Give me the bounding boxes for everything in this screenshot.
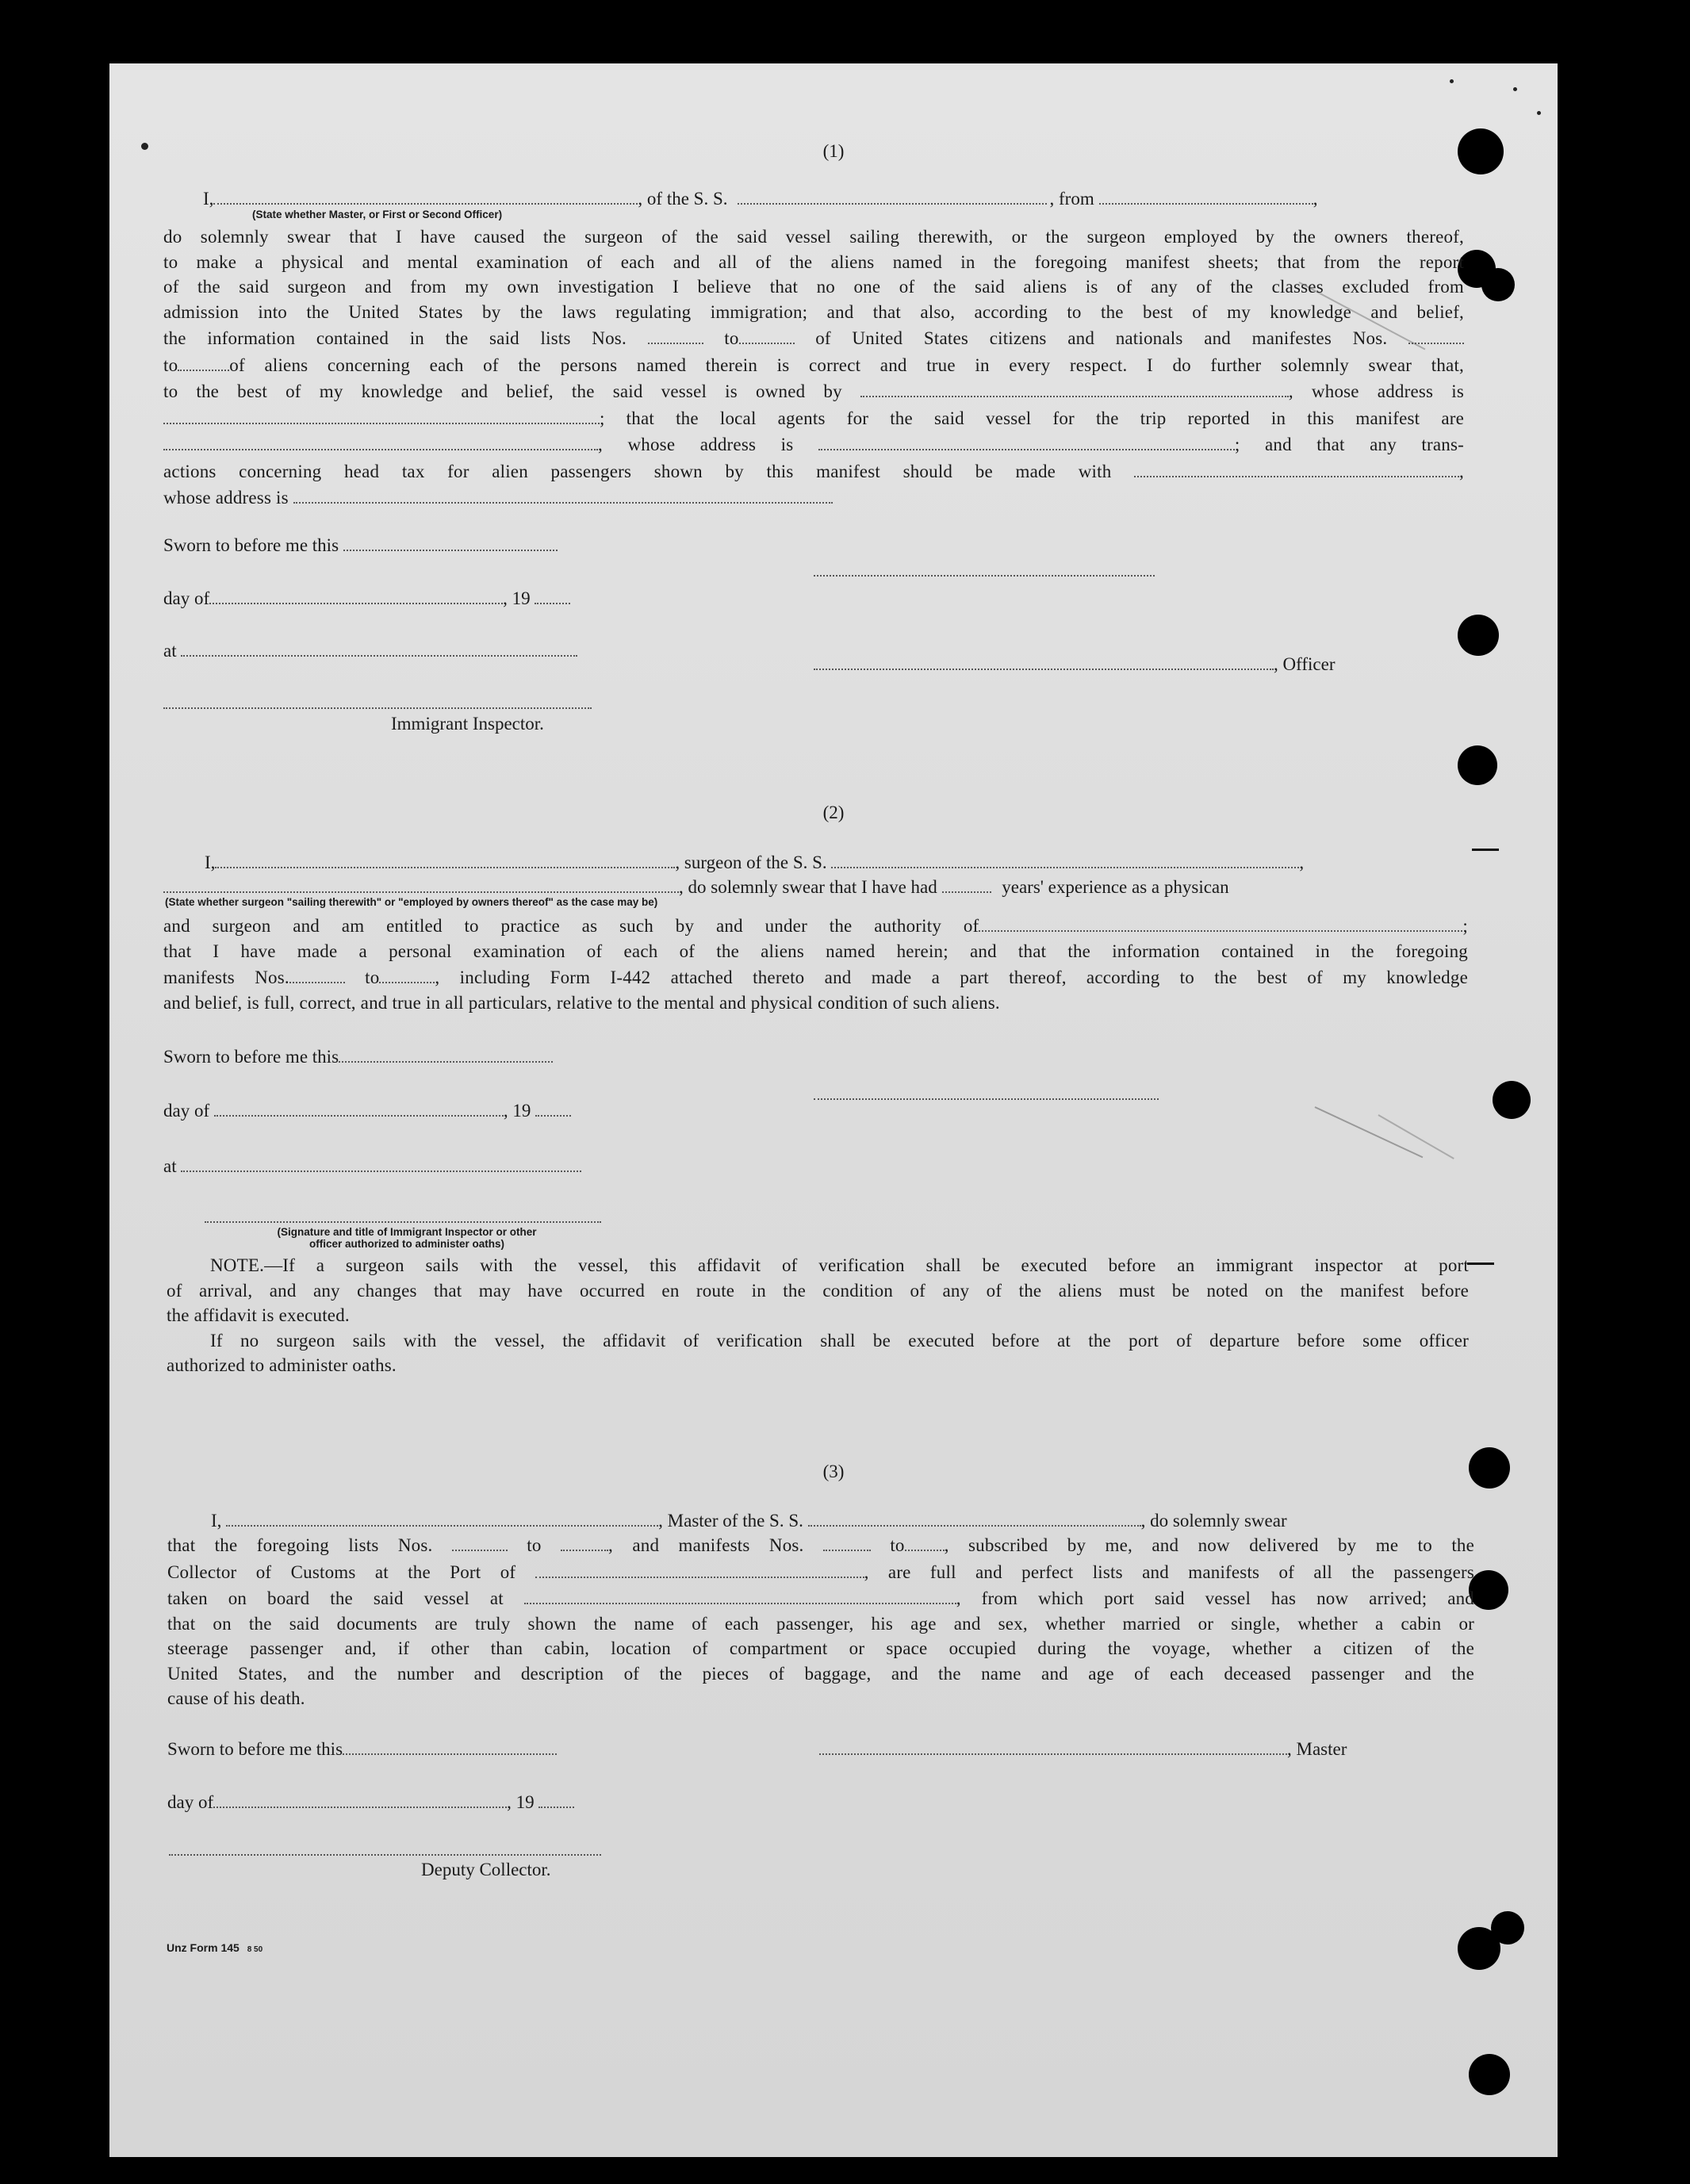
s3-port-blank[interactable] (535, 1558, 864, 1578)
note-line: the affidavit is executed. (167, 1305, 350, 1325)
s1-officer-signature-blank[interactable] (814, 650, 1274, 670)
s2-authority-blank[interactable] (979, 912, 1462, 932)
s2-note (167, 1253, 1469, 1378)
section-1-number: (1) (822, 141, 845, 161)
s3-manifests-to-blank[interactable] (905, 1531, 945, 1551)
s1-headtax-address-blank[interactable] (293, 484, 833, 504)
punch-hole (1458, 745, 1497, 785)
s1-text-line-agents: ; that the local agents for the said vessel for the trip reported in this manifest are (163, 404, 1464, 431)
s2-manifest-to-blank[interactable] (379, 964, 435, 983)
s1-headtax-blank[interactable] (1134, 458, 1459, 477)
s2-status-blank[interactable] (163, 873, 679, 893)
s2-line1: I, , surgeon of the S. S. , (205, 849, 1304, 873)
s2-at-blank[interactable] (181, 1152, 581, 1172)
s1-ship-blank[interactable] (738, 185, 1047, 205)
s1-text-line: of the said surgeon and from my own investigation I believe that no one of the said aliens is of any of the classes excluded from (163, 277, 1464, 297)
s3-deputy-line[interactable] (169, 1854, 601, 1856)
s2-inspector-line[interactable] (205, 1221, 601, 1223)
s1-owner-address-blank[interactable] (163, 404, 600, 424)
s1-at: at (163, 637, 577, 661)
s1-manifests-blank[interactable] (1408, 324, 1464, 344)
note-line: authorized to administer oaths. (167, 1355, 397, 1375)
s3-body (167, 1531, 1474, 1711)
s1-text-line-owner: to the best of my knowledge and belief, the said vessel is owned by , whose address is (163, 377, 1464, 404)
s2-state-note: (State whether surgeon "sailing therewith" or "employed by owners thereof" as the case may be) (165, 896, 658, 908)
s1-text-line-aliens: to of aliens concerning each of the persons named therein is correct and true in every respect. I do further solemnly swear that, (163, 351, 1464, 378)
s1-officer-line: , Officer (814, 650, 1335, 675)
s2-body (163, 912, 1468, 1015)
speck (1537, 111, 1541, 115)
note-line: If no surgeon sails with the vessel, the affidavit of verification shall be executed before at the port of departure before some officer (210, 1330, 1469, 1351)
s2-text-line-authority: and surgeon and am entitled to practice as such by and under the authority of ; (163, 912, 1468, 939)
s1-owner-blank[interactable] (860, 377, 1289, 397)
s1-text-line: do solemnly swear that I have caused the surgeon of the said vessel sailing therewith, or the surgeon employed by the owners thereof, (163, 227, 1464, 247)
s3-year-blank[interactable] (538, 1788, 574, 1808)
s3-day-blank[interactable] (213, 1788, 507, 1808)
s3-text-line: steerage passenger and, if other than cabin, location of compartment or space occupied during the voyage, whether a citizen of the (167, 1638, 1474, 1658)
s1-sworn-blank[interactable] (343, 531, 558, 551)
s1-year-blank[interactable] (535, 584, 570, 604)
s1-i: I, (203, 189, 214, 209)
s3-board-blank[interactable] (524, 1584, 956, 1604)
margin-mark (1472, 849, 1499, 851)
s1-line1: I, , of the S. S. , from , (203, 185, 1317, 209)
s2-years-blank[interactable] (942, 873, 991, 893)
s3-manifests-from-blank[interactable] (823, 1531, 871, 1551)
s3-master-signature-blank[interactable] (819, 1735, 1287, 1755)
s1-agents-blank[interactable] (163, 431, 598, 450)
s1-state-note: (State whether Master, or First or Second Officer) (252, 209, 503, 220)
s3-line1: I, , Master of the S. S. , do solemnly swear (211, 1507, 1287, 1531)
s1-day-blank[interactable] (209, 584, 503, 604)
s2-ship-blank[interactable] (831, 849, 1299, 868)
s1-text-line-headtax: actions concerning head tax for alien passengers shown by this manifest should be made with , (163, 458, 1464, 485)
punch-hole (1458, 615, 1499, 656)
margin-mark (1467, 1263, 1494, 1265)
speck (1513, 87, 1517, 91)
s3-sworn-blank[interactable] (343, 1735, 557, 1755)
s3-text-line: United States, and the number and description of the pieces of baggage, and the name and age of each deceased passenger and the (167, 1663, 1474, 1684)
manifest-affidavit-page (109, 63, 1558, 2157)
s1-sworn: Sworn to before me this (163, 531, 558, 556)
s1-at-blank[interactable] (181, 637, 577, 657)
s3-master-name-blank[interactable] (226, 1507, 658, 1527)
s1-officer-blank[interactable] (213, 185, 638, 205)
s1-text-line-address: whose address is (163, 484, 1464, 511)
s1-agent-address-blank[interactable] (818, 431, 1235, 450)
s2-text-line: that I have made a personal examination of each of the aliens named herein; and that the information contained in the foregoing (163, 941, 1468, 961)
s3-lists-from-blank[interactable] (452, 1531, 508, 1551)
note-line: of arrival, and any changes that may have occurred en route in the condition of any of the aliens must be noted on the manifest before (167, 1280, 1469, 1301)
section-3-number: (3) (822, 1462, 845, 1481)
s3-ship-blank[interactable] (808, 1507, 1141, 1527)
s3-text-line-lists: that the foregoing lists Nos. to , and manifests Nos. to , subscribed by me, and now delivered by me to the (167, 1531, 1474, 1558)
s2-day-blank[interactable] (214, 1097, 504, 1117)
speck (1450, 79, 1454, 83)
faint-stroke (1378, 1114, 1454, 1159)
s2-signature-note: (Signature and title of Immigrant Inspector or other officer authorized to administer oaths) (277, 1226, 537, 1250)
note-line: NOTE.—If a surgeon sails with the vessel, this affidavit of verification shall be executed before an immigrant inspector at port (210, 1255, 1469, 1275)
s1-text-line-lists: the information contained in the said lists Nos. to of United States citizens and nationals and manifestes Nos. (163, 324, 1464, 351)
s2-at: at (163, 1152, 581, 1177)
s1-lists-to-blank[interactable] (739, 324, 795, 344)
s3-day: day of , 19 (167, 1788, 574, 1813)
s1-from: , from (1049, 189, 1094, 209)
s1-aliens-blank[interactable] (178, 351, 229, 371)
s1-inspector: Immigrant Inspector. (391, 714, 544, 734)
s1-lists-from-blank[interactable] (648, 324, 703, 344)
s2-surgeon-name-blank[interactable] (215, 849, 675, 868)
s1-signature-line[interactable] (814, 575, 1155, 577)
s3-text-line: that on the said documents are truly shown the name of each passenger, his age and sex, whether married or single, whether a cabin or (167, 1613, 1474, 1634)
punch-hole (1491, 1911, 1524, 1945)
s3-lists-to-blank[interactable] (561, 1531, 608, 1551)
s2-text-line-manifests: manifests Nos. to , including Form I-442 attached thereto and made a part thereof, according to the best of my knowledge (163, 964, 1468, 990)
punch-hole (1493, 1081, 1531, 1119)
s2-text-line: and belief, is full, correct, and true in all particulars, relative to the mental and physical condition of such aliens. (163, 992, 1000, 1013)
form-number: Unz Form 145 8 50 (167, 1941, 263, 1954)
s2-sworn: Sworn to before me this (163, 1043, 553, 1067)
s1-body (163, 224, 1464, 511)
s2-sworn-blank[interactable] (339, 1043, 553, 1063)
s1-of-ss: , of the S. S. (638, 189, 728, 209)
s3-text-line: cause of his death. (167, 1688, 305, 1708)
s1-inspector-line[interactable] (163, 707, 592, 709)
section-2-number: (2) (822, 803, 845, 822)
punch-hole (1469, 2054, 1510, 2095)
s3-deputy: Deputy Collector. (421, 1860, 551, 1879)
punch-hole (1469, 1570, 1508, 1610)
s2-line2: , do solemnly swear that I have had years' experience as a physican (163, 873, 1229, 898)
s3-text-line-board: taken on board the said vessel at , from which port said vessel has now arrived; and (167, 1584, 1474, 1611)
s3-master-line: , Master (819, 1735, 1347, 1760)
s3-sworn: Sworn to before me this (167, 1735, 557, 1760)
s1-day: day of , 19 (163, 584, 570, 609)
s1-text-line: to make a physical and mental examination of each and all of the aliens named in the foregoing manifest sheets; that from the report (163, 251, 1464, 272)
s2-manifest-from-blank[interactable] (289, 964, 345, 983)
punch-hole (1481, 268, 1515, 301)
s2-day: day of , 19 (163, 1097, 571, 1121)
s1-from-blank[interactable] (1099, 185, 1313, 205)
s2-signature-line[interactable] (814, 1098, 1159, 1100)
s1-text-line: admission into the United States by the laws regulating immigration; and that also, according to the best of my knowledge and belief, (163, 301, 1464, 322)
s2-year-blank[interactable] (535, 1097, 571, 1117)
s3-text-line-port: Collector of Customs at the Port of , are full and perfect lists and manifests of all the passengers (167, 1558, 1474, 1585)
s1-text-line-agent-address: , whose address is ; and that any trans- (163, 431, 1464, 458)
